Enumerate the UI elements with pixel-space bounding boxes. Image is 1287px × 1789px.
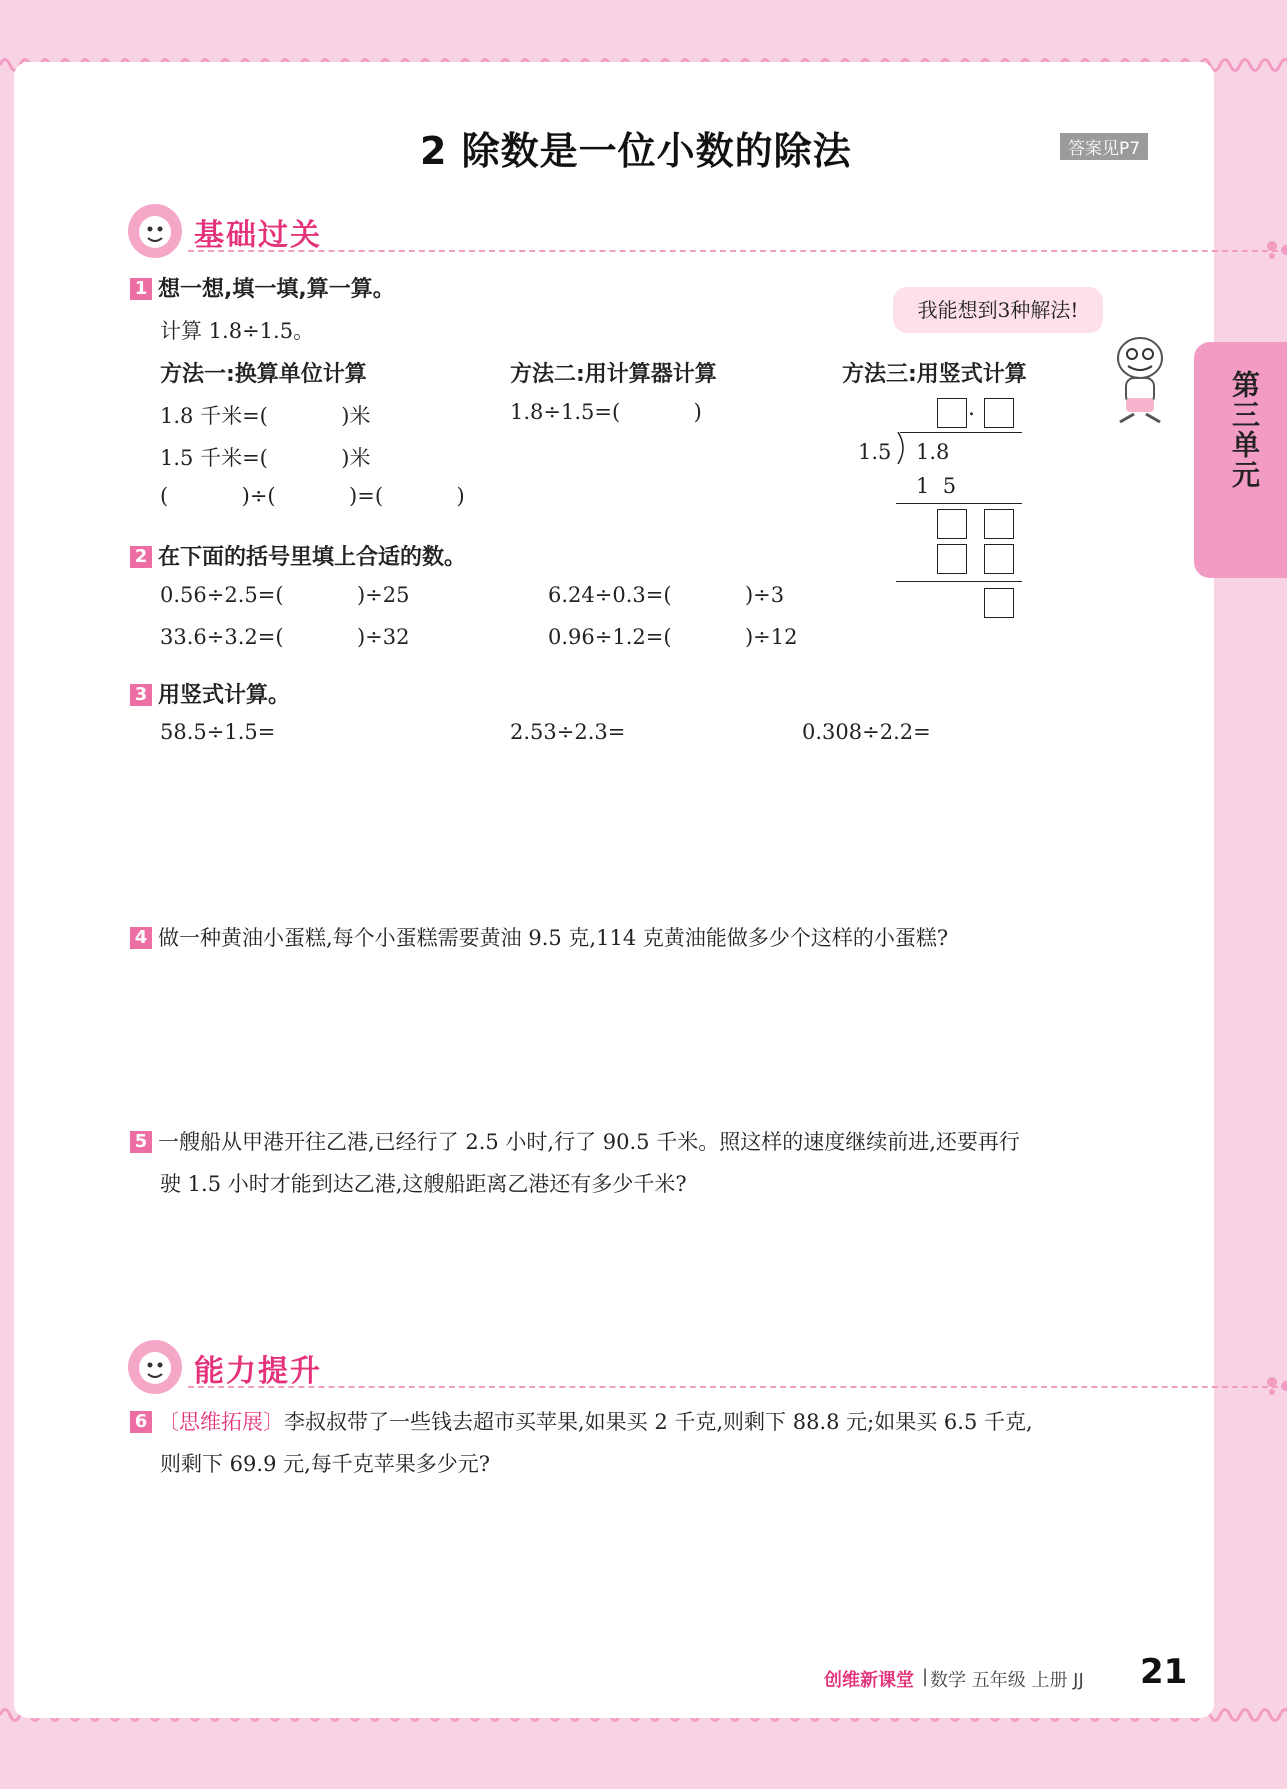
question-number: 4 xyxy=(130,927,152,949)
question-6 xyxy=(130,1406,1033,1436)
divisor: 1.5 xyxy=(858,440,892,464)
question-number: 3 xyxy=(130,684,152,706)
frog-mascot-icon xyxy=(1108,330,1172,430)
division-bar xyxy=(900,432,1022,433)
answer-box[interactable] xyxy=(937,398,967,428)
q2-item: 33.6÷3.2=( )÷32 xyxy=(160,625,410,649)
answer-box[interactable] xyxy=(984,544,1014,574)
q3-item: 0.308÷2.2= xyxy=(802,720,931,744)
question-number: 2 xyxy=(130,546,152,568)
question-3-prompt xyxy=(130,678,290,709)
question-1-prompt xyxy=(130,272,395,303)
answer-box[interactable] xyxy=(984,509,1014,539)
answer-box[interactable] xyxy=(937,509,967,539)
unit-side-tab xyxy=(1194,342,1287,578)
answer-box[interactable] xyxy=(984,398,1014,428)
q1-calc: 计算 1.8÷1.5。 xyxy=(160,319,315,343)
section-advanced-header xyxy=(128,1340,1168,1396)
answer-box[interactable] xyxy=(937,544,967,574)
answer-box[interactable] xyxy=(984,588,1014,618)
section-divider xyxy=(188,250,1278,252)
question-3-text: 用竖式计算。 xyxy=(158,683,291,708)
unit-label: 第三单元 xyxy=(1228,370,1261,490)
q3-item: 58.5÷1.5= xyxy=(160,720,276,744)
monkey-icon xyxy=(128,204,182,258)
method-3-title: 方法三:用竖式计算 xyxy=(842,362,1027,387)
method-2-line-1: 1.8÷1.5=( ) xyxy=(510,400,702,424)
question-number: 6 xyxy=(130,1411,152,1433)
speech-bubble: 我能想到3种解法! xyxy=(893,287,1103,333)
division-line xyxy=(896,581,1022,582)
question-2-prompt xyxy=(130,540,466,571)
q3-item: 2.53÷2.3= xyxy=(510,720,626,744)
question-4-text: 做一种黄油小蛋糕,每个小蛋糕需要黄油 9.5 克,114 克黄油能做多少个这样的小蛋糕? xyxy=(158,926,949,950)
footer-separator: | xyxy=(922,1666,929,1687)
division-bracket xyxy=(896,432,910,466)
question-5-line-2: 驶 1.5 小时才能到达乙港,这艘船距离乙港还有多少千米? xyxy=(160,1172,687,1196)
question-number: 1 xyxy=(130,278,152,300)
question-5 xyxy=(130,1126,1020,1156)
question-1-text: 想一想,填一填,算一算。 xyxy=(158,277,395,302)
q2-item: 6.24÷0.3=( )÷3 xyxy=(548,583,785,607)
q2-item: 0.56÷2.5=( )÷25 xyxy=(160,583,410,607)
answer-reference: 答案见P7 xyxy=(1060,133,1148,160)
question-2-text: 在下面的括号里填上合适的数。 xyxy=(158,545,467,570)
page-title: 2 除数是一位小数的除法 xyxy=(420,129,852,173)
subtrahend: 1 5 xyxy=(916,474,957,498)
method-1-line-2: 1.5 千米=( )米 xyxy=(160,446,371,470)
dots-icon xyxy=(1266,1376,1287,1396)
section-basic-header xyxy=(128,204,1168,260)
section-basic-title: 基础过关 xyxy=(194,218,322,253)
division-line xyxy=(896,503,1022,504)
thinking-tag: 〔思维拓展〕 xyxy=(158,1410,284,1434)
question-6-line-2: 则剩下 69.9 元,每千克苹果多少元? xyxy=(160,1452,491,1476)
method-1-line-3: ( )÷( )=( ) xyxy=(160,484,465,508)
footer-info: 数学 五年级 上册 JJ xyxy=(930,1670,1084,1691)
question-6-line-1: 李叔叔带了一些钱去超市买苹果,如果买 2 千克,则剩下 88.8 元;如果买 6.5 千克, xyxy=(284,1410,1033,1434)
question-number: 5 xyxy=(130,1131,152,1153)
method-1-line-1: 1.8 千米=( )米 xyxy=(160,404,371,428)
q2-item: 0.96÷1.2=( )÷12 xyxy=(548,625,798,649)
question-5-line-1: 一艘船从甲港开往乙港,已经行了 2.5 小时,行了 90.5 千米。照这样的速度继续前进,还要再行 xyxy=(158,1130,1020,1154)
section-advanced-title: 能力提升 xyxy=(194,1354,322,1389)
dots-icon xyxy=(1266,240,1287,260)
method-1-title: 方法一:换算单位计算 xyxy=(160,362,367,387)
method-2-title: 方法二:用计算器计算 xyxy=(510,362,717,387)
decimal-point: . xyxy=(968,396,975,421)
section-divider xyxy=(188,1386,1278,1388)
page-number: 21 xyxy=(1140,1652,1188,1692)
footer-brand: 创维新课堂 xyxy=(824,1670,914,1691)
dividend: 1.8 xyxy=(916,440,950,464)
question-4 xyxy=(130,922,948,952)
monkey-icon xyxy=(128,1340,182,1394)
